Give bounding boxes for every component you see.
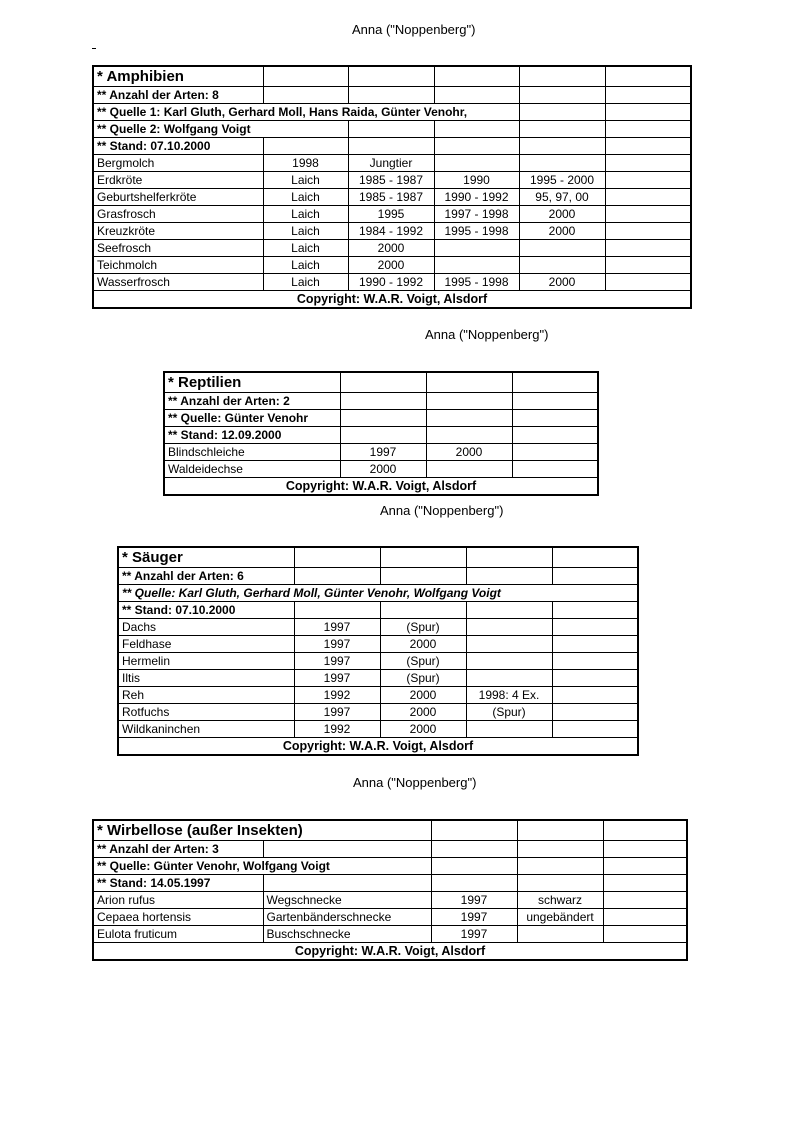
cell: Laich	[263, 189, 348, 206]
species-name: Kreuzkröte	[93, 223, 263, 240]
cell: 1990	[434, 172, 519, 189]
table-row	[93, 155, 691, 172]
cell: 1998	[263, 155, 348, 172]
cell: Laich	[263, 172, 348, 189]
location-label: Anna ("Noppenberg")	[380, 503, 504, 518]
table-title: * Reptilien	[164, 372, 340, 393]
table-row	[93, 206, 691, 223]
cell	[434, 155, 519, 172]
cell: 2000	[380, 704, 466, 721]
cell: 95, 97, 00	[519, 189, 605, 206]
meta-row	[93, 121, 691, 138]
species-name: Reh	[118, 687, 294, 704]
cell	[434, 257, 519, 274]
species-count: ** Anzahl der Arten: 3	[93, 841, 263, 858]
table-row	[93, 926, 687, 943]
meta-row	[118, 568, 638, 585]
common-name: Gartenbänderschnecke	[263, 909, 431, 926]
copyright-row	[164, 478, 598, 496]
cell: 1997	[340, 444, 426, 461]
cell: 1992	[294, 687, 380, 704]
cell	[466, 721, 552, 738]
copyright: Copyright: W.A.R. Voigt, Alsdorf	[164, 478, 598, 496]
status-date: ** Stand: 07.10.2000	[118, 602, 294, 619]
cell: 1997	[294, 704, 380, 721]
species-name: Teichmolch	[93, 257, 263, 274]
table-row	[164, 444, 598, 461]
source: ** Quelle: Karl Gluth, Gerhard Moll, Günter Venohr, Wolfgang Voigt	[118, 585, 638, 602]
cell: 1995 - 1998	[434, 274, 519, 291]
cell: 1995 - 1998	[434, 223, 519, 240]
cell: 2000	[380, 721, 466, 738]
cell: 1985 - 1987	[348, 189, 434, 206]
source: ** Quelle: Günter Venohr	[164, 410, 340, 427]
species-name: Rotfuchs	[118, 704, 294, 721]
location-label: Anna ("Noppenberg")	[353, 775, 477, 790]
species-name: Bergmolch	[93, 155, 263, 172]
copyright: Copyright: W.A.R. Voigt, Alsdorf	[93, 291, 691, 309]
meta-row	[118, 602, 638, 619]
copyright-row	[93, 943, 687, 961]
cell: 1992	[294, 721, 380, 738]
cell: 1990 - 1992	[434, 189, 519, 206]
wirbellose-table	[92, 819, 688, 961]
table-row	[118, 704, 638, 721]
table-title-row	[93, 820, 687, 841]
cell	[512, 444, 598, 461]
status-date: ** Stand: 12.09.2000	[164, 427, 340, 444]
cell: 1997	[294, 670, 380, 687]
saeuger-table	[117, 546, 639, 756]
table-row	[118, 653, 638, 670]
species-name: Feldhase	[118, 636, 294, 653]
reptilien-table	[163, 371, 599, 496]
cell	[466, 670, 552, 687]
table-title-row	[164, 372, 598, 393]
cell: schwarz	[517, 892, 603, 909]
cell: 1997 - 1998	[434, 206, 519, 223]
species-name: Seefrosch	[93, 240, 263, 257]
cell: 1997	[431, 909, 517, 926]
cell: 2000	[519, 223, 605, 240]
cell: Laich	[263, 240, 348, 257]
table-row	[118, 636, 638, 653]
table-title: * Säuger	[118, 547, 294, 568]
table-row	[93, 892, 687, 909]
cell	[517, 926, 603, 943]
species-name: Dachs	[118, 619, 294, 636]
species-name: Hermelin	[118, 653, 294, 670]
cell: 1985 - 1987	[348, 172, 434, 189]
cell: 1997	[294, 653, 380, 670]
cell	[466, 636, 552, 653]
meta-row	[164, 410, 598, 427]
status-date: ** Stand: 14.05.1997	[93, 875, 263, 892]
meta-row	[118, 585, 638, 602]
table-title: * Amphibien	[93, 66, 263, 87]
source: ** Quelle: Günter Venohr, Wolfgang Voigt	[93, 858, 431, 875]
location-label: Anna ("Noppenberg")	[352, 22, 476, 37]
cell: (Spur)	[380, 670, 466, 687]
table-row	[93, 189, 691, 206]
cell: 1997	[431, 892, 517, 909]
meta-row	[164, 427, 598, 444]
species-count: ** Anzahl der Arten: 6	[118, 568, 294, 585]
cell: 1995 - 2000	[519, 172, 605, 189]
cell	[434, 240, 519, 257]
species-name: Blindschleiche	[164, 444, 340, 461]
table-row	[118, 670, 638, 687]
cell: 2000	[519, 206, 605, 223]
species-name: Grasfrosch	[93, 206, 263, 223]
cell: 1984 - 1992	[348, 223, 434, 240]
cell	[519, 155, 605, 172]
meta-row	[164, 393, 598, 410]
cell: Laich	[263, 274, 348, 291]
cell: 2000	[380, 687, 466, 704]
cell: 1990 - 1992	[348, 274, 434, 291]
table-row	[93, 257, 691, 274]
cell: 1997	[294, 619, 380, 636]
cell: 1995	[348, 206, 434, 223]
table-row	[93, 172, 691, 189]
cell	[466, 619, 552, 636]
table-row	[93, 223, 691, 240]
cell: Laich	[263, 223, 348, 240]
species-count: ** Anzahl der Arten: 8	[93, 87, 263, 104]
species-name: Geburtshelferkröte	[93, 189, 263, 206]
cell: ungebändert	[517, 909, 603, 926]
scan-mark	[92, 48, 96, 49]
cell: (Spur)	[380, 653, 466, 670]
cell: Laich	[263, 206, 348, 223]
location-label: Anna ("Noppenberg")	[425, 327, 549, 342]
species-name: Eulota fruticum	[93, 926, 263, 943]
table-title: * Wirbellose (außer Insekten)	[93, 820, 431, 841]
amphibien-table	[92, 65, 692, 309]
species-name: Waldeidechse	[164, 461, 340, 478]
cell: 1997	[431, 926, 517, 943]
copyright-row	[93, 291, 691, 309]
source-1: ** Quelle 1: Karl Gluth, Gerhard Moll, Hans Raida, Günter Venohr,	[93, 104, 519, 121]
cell: Jungtier	[348, 155, 434, 172]
copyright: Copyright: W.A.R. Voigt, Alsdorf	[93, 943, 687, 961]
table-row	[93, 240, 691, 257]
table-row	[118, 687, 638, 704]
cell: (Spur)	[380, 619, 466, 636]
table-row	[93, 909, 687, 926]
species-name: Cepaea hortensis	[93, 909, 263, 926]
common-name: Buschschnecke	[263, 926, 431, 943]
cell	[466, 653, 552, 670]
cell: Laich	[263, 257, 348, 274]
species-name: Erdkröte	[93, 172, 263, 189]
meta-row	[93, 841, 687, 858]
species-name: Wildkaninchen	[118, 721, 294, 738]
table-row	[93, 274, 691, 291]
species-count: ** Anzahl der Arten: 2	[164, 393, 340, 410]
cell	[426, 461, 512, 478]
meta-row	[93, 87, 691, 104]
cell: 2000	[348, 257, 434, 274]
species-name: Wasserfrosch	[93, 274, 263, 291]
meta-row	[93, 138, 691, 155]
source-2: ** Quelle 2: Wolfgang Voigt	[93, 121, 348, 138]
meta-row	[93, 875, 687, 892]
cell	[519, 240, 605, 257]
meta-row	[93, 104, 691, 121]
table-title-row	[118, 547, 638, 568]
cell: 2000	[519, 274, 605, 291]
cell	[519, 257, 605, 274]
table-row	[118, 619, 638, 636]
cell: 2000	[380, 636, 466, 653]
copyright: Copyright: W.A.R. Voigt, Alsdorf	[118, 738, 638, 756]
cell: 1998: 4 Ex.	[466, 687, 552, 704]
meta-row	[93, 858, 687, 875]
cell: 1997	[294, 636, 380, 653]
copyright-row	[118, 738, 638, 756]
table-title-row	[93, 66, 691, 87]
table-row	[164, 461, 598, 478]
cell: 2000	[426, 444, 512, 461]
cell: 2000	[348, 240, 434, 257]
cell: 2000	[340, 461, 426, 478]
species-name: Iltis	[118, 670, 294, 687]
table-row	[118, 721, 638, 738]
cell	[512, 461, 598, 478]
common-name: Wegschnecke	[263, 892, 431, 909]
species-name: Arion rufus	[93, 892, 263, 909]
cell: (Spur)	[466, 704, 552, 721]
status-date: ** Stand: 07.10.2000	[93, 138, 263, 155]
